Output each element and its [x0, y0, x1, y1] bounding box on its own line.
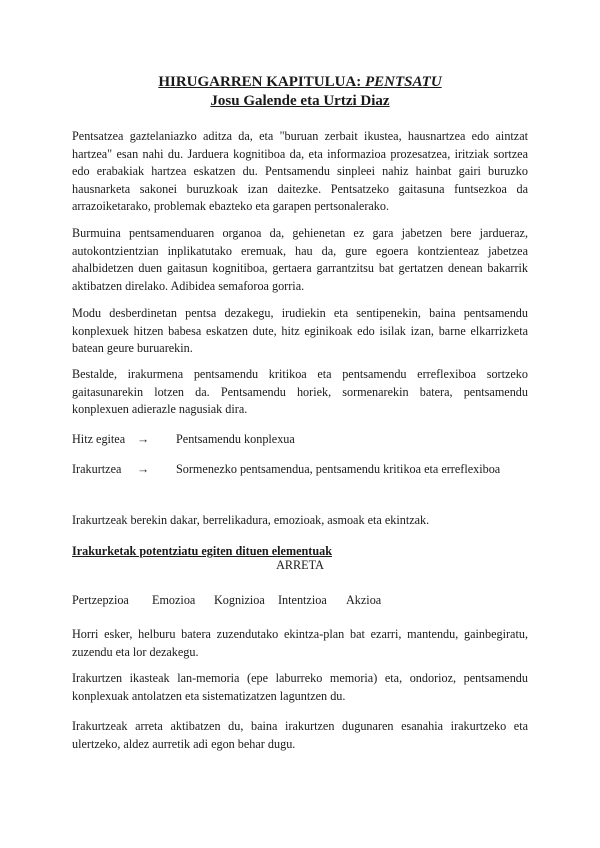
element-item: Akzioa [346, 593, 382, 607]
mapping-to: Pentsamendu konplexua [176, 432, 295, 446]
mapping-from: Hitz egitea [72, 432, 126, 446]
paragraph-action-plan: Horri esker, helburu batera zuzendutako ekintza-plan bat ezarri, mantendu, gainbegiratu, zuzendu eta lor dezakegu. [72, 627, 528, 659]
authors-line: Josu Galende eta Urtzi Diaz [210, 93, 390, 109]
section-title: Irakurketak potentziatu egiten dituen elementuak [72, 544, 332, 558]
paragraph-attention: Irakurtzeak arreta aktibatzen du, baina irakurtzen dugunaren esanahia irakurtzeko eta ulertzeko, aldez aurretik adi egon behar dugu. [72, 719, 528, 751]
element-item: Kognizioa [214, 593, 265, 607]
paragraph-working-memory: Irakurtzen ikasteak lan-memoria (epe laburreko memoria) eta, ondorioz, pentsamendu konplexuak antolatzen eta sistematizatzen laguntzen du. [72, 671, 528, 703]
chapter-title-emphasis: PENTSATU [365, 74, 442, 90]
mapping-from: Irakurtzea [72, 462, 122, 476]
element-item: Intentzioa [278, 593, 327, 607]
chapter-title-prefix: HIRUGARREN KAPITULUA: [158, 74, 365, 90]
element-item: Pertzepzioa [72, 593, 129, 607]
paragraph-brain: Burmuina pentsamenduaren organoa da, gehienetan ez gara jabetzen bere jardueraz, autokontzientzian inplikatutako eremuak, hau da, gure egoera kontzienteaz jabetzea ahalbidetzen duen gaitasun kognitiboa, gertaera garrantzitsu bat gertatzen denean bakarrik aktibatzen direlako. Adibidea semaforoa gorria. [72, 226, 528, 293]
paragraph-ways-of-thinking: Modu desberdinetan pentsa dezakegu, irudiekin eta sentipenekin, baina pentsamendu konplexuek hitzen babesa eskatzen dute, hitz eginikoak edo isilak izan, barne elkarrizketa batean geure buruarekin. [72, 306, 528, 355]
mapping-to: Sormenezko pentsamendua, pentsamendu kritikoa eta erreflexiboa [176, 462, 501, 476]
arrow-icon: → [137, 462, 150, 476]
arrow-icon: → [137, 432, 150, 446]
chapter-title [0, 73, 600, 91]
element-item: Emozioa [152, 593, 196, 607]
paragraph-reading: Bestalde, irakurmena pentsamendu kritikoa eta pentsamendu erreflexiboa sortzeko gaitasunarekin lotzen da. Pentsamendu horiek, sormenarekin batera, pentsamendu konplexuen adierazle nagusiak dira. [72, 367, 528, 416]
summary-line: Irakurtzeak berekin dakar, berrelikadura, emozioak, asmoak eta ekintzak. [72, 513, 430, 527]
section-center-label: ARRETA [276, 558, 324, 572]
paragraph-intro: Pentsatzea gaztelaniazko aditza da, eta "buruan zerbait ikustea, hausnartzea edo aintzat hartzea" esan nahi du. Jarduera kognitiboa da, eta informazioa prozesatzea, iritziak sortzea edo erabakiak hartzea eskatzen du. Pentsamendu sinpleei nahiz hainbat gairi buruzko hausnarketa sakonei buruzkoak izan daitezke. Pentsatzeko gaitasuna funtsezkoa da arrazoiketarako, problemak ebazteko eta garapen pertsonalerako. [72, 129, 528, 213]
